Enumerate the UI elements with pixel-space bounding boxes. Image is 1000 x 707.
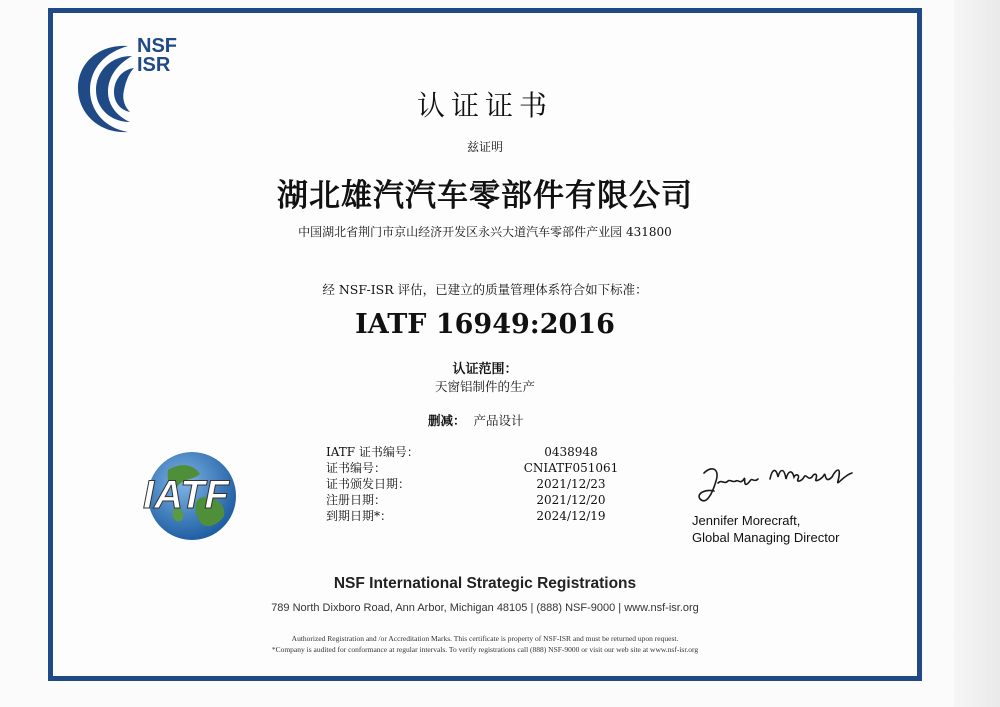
company-name: 湖北雄汽汽车零部件有限公司 — [277, 178, 693, 214]
detail-row — [326, 460, 646, 476]
assessment-statement: 经 NSF-ISR 评估，已建立的质量管理体系符合如下标准： — [322, 282, 648, 297]
exclusion-label: 删减： — [428, 413, 466, 428]
exclusion-line — [428, 411, 524, 429]
issuer-address: 789 North Dixboro Road, Ann Arbor, Michigan 48105 | (888) NSF-9000 | www.nsf-isr.org — [271, 602, 699, 614]
detail-label: 到期日期*： — [326, 509, 393, 523]
detail-value: CNIATF051061 — [523, 461, 619, 475]
signatory — [692, 512, 839, 546]
certificate-details — [326, 444, 646, 524]
hereby-text: 兹证明 — [466, 140, 503, 154]
signatory-title: Global Managing Director — [692, 530, 840, 545]
fine-print-2: *Company is audited for conformance at regular intervals. To verify registrations call (888) NSF-9000 or visit our web site at www.nsf-isr.org — [271, 645, 699, 654]
detail-label: 证书颁发日期： — [326, 477, 411, 491]
signature-icon — [692, 455, 862, 513]
logo-line-nsf: NSF — [137, 35, 177, 57]
standard-name: IATF 16949:2016 — [355, 309, 615, 340]
detail-row — [326, 444, 646, 460]
detail-label: 注册日期： — [326, 493, 387, 507]
iatf-logo-text: IATF — [143, 473, 229, 517]
iatf-globe-logo-icon — [128, 440, 248, 550]
nsf-isr-wordmark — [137, 37, 197, 75]
fine-print-1: Authorized Registration and /or Accreditation Marks. This certificate is property of NSF-ISR and must be returned upon request. — [291, 634, 679, 643]
certificate-title: 认证证书 — [416, 89, 553, 122]
signatory-name: Jennifer Morecraft, — [692, 513, 801, 528]
detail-label: 证书编号： — [326, 461, 387, 475]
exclusion-value: 产品设计 — [473, 413, 524, 428]
logo-line-isr: ISR — [137, 54, 171, 76]
detail-value: 2021/12/20 — [536, 493, 606, 507]
detail-row — [326, 476, 646, 492]
detail-label: IATF 证书编号： — [326, 445, 419, 459]
scope-text: 天窗铝制件的生产 — [434, 379, 535, 394]
detail-value: 0438948 — [544, 445, 598, 459]
company-address: 中国湖北省荆门市京山经济开发区永兴大道汽车零部件产业园 431800 — [298, 225, 672, 239]
issuer-name: NSF International Strategic Registrations — [333, 575, 637, 592]
detail-row — [326, 492, 646, 508]
detail-value: 2021/12/23 — [536, 477, 606, 491]
scope-label: 认证范围： — [452, 362, 518, 377]
detail-value: 2024/12/19 — [536, 509, 606, 523]
detail-row — [326, 508, 646, 524]
